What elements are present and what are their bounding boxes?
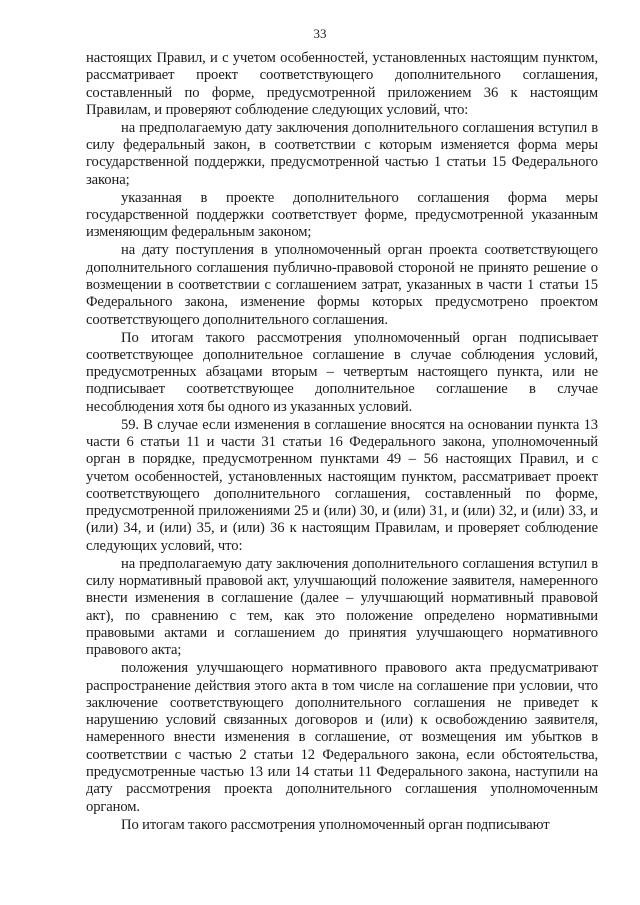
paragraph: настоящих Правил, и с учетом особенностей, установленных настоящим пунктом, рассматривает проект соответствующего дополнительного соглашения, составленный по форме, предусмотренной приложением 36 к настоящим Правилам, и проверяют соблюдение следующих условий, что: — [86, 50, 598, 118]
paragraph: По итогам такого рассмотрения уполномоченный орган подписывают — [121, 816, 550, 833]
paragraph: на дату поступления в уполномоченный орган проекта соответствующего дополнительного соглашения публично-правовой стороной не принято решение о возмещении в соответствии с соглашением затрат, указанных в части 1 статьи 15 Федерального закона, изменение формы которых предусмотрено проектом соответствующего дополнительного соглашения. — [86, 242, 598, 328]
paragraph: положения улучшающего нормативного правового акта предусматривают распространение действия этого акта в том числе на соглашение при условии, что заключение соответствующего дополнительного соглашения не приведет к нарушению условий связанных договоров и (или) к освобождению заявителя, намеренного внести изменения в соглашение, от возмещения им убытков в соответствии с частью 2 статьи 12 Федерального закона, если обстоятельства, предусмотренные частью 13 или 14 статьи 11 Федерального закона, наступили на дату рассмотрения проекта дополнительного соглашения уполномоченным органом. — [86, 660, 598, 815]
paragraph-item-59: 59. В случае если изменения в соглашение вносятся на основании пункта 13 части 6 статьи 11 и части 31 статьи 16 Федерального закона, уполномоченный орган в порядке, предусмотренном пунктами 49 – 56 настоящих Правил, и с учетом особенностей, установленных настоящим пунктом, рассматривает проект соответствующего дополнительного соглашения, составленный по форме, предусмотренной приложениями 25 и (или) 30, и (или) 31, и (или) 32, и (или) 33, и (или) 34, и (или) 35, и (или) 36 к настоящим Правилам, и проверяет соблюдение следующих условий, что: — [86, 416, 598, 554]
paragraph: на предполагаемую дату заключения дополнительного соглашения вступил в силу федеральный закон, в соответствии с которым изменяется форма меры государственной поддержки, предусмотренной частью 1 статьи 15 Федерального закона; — [86, 119, 598, 188]
paragraph: По итогам такого рассмотрения уполномоченный орган подписывает соответствующее дополнительное соглашение в случае соблюдения условий, предусмотренных абзацами вторым – четвертым настоящего пункта, или не подписывает соответствующее дополнительное соглашение в случае несоблюдения хотя бы одного из указанных условий. — [86, 329, 598, 415]
paragraph: указанная в проекте дополнительного соглашения форма меры государственной поддержки соответствует форме, предусмотренной указанным изменяющим федеральным законом; — [86, 189, 598, 241]
page-number: 33 — [313, 26, 327, 41]
document-body — [86, 50, 598, 834]
paragraph: на предполагаемую дату заключения дополнительного соглашения вступил в силу нормативный правовой акт, улучшающий положение заявителя, намеренного внести изменения в соглашение (далее – улучшающий нормативный правовой акт), по сравнению с тем, как это положение определено нормативными правовыми актами и соглашением до принятия улучшающего нормативного правового акта; — [86, 555, 598, 659]
